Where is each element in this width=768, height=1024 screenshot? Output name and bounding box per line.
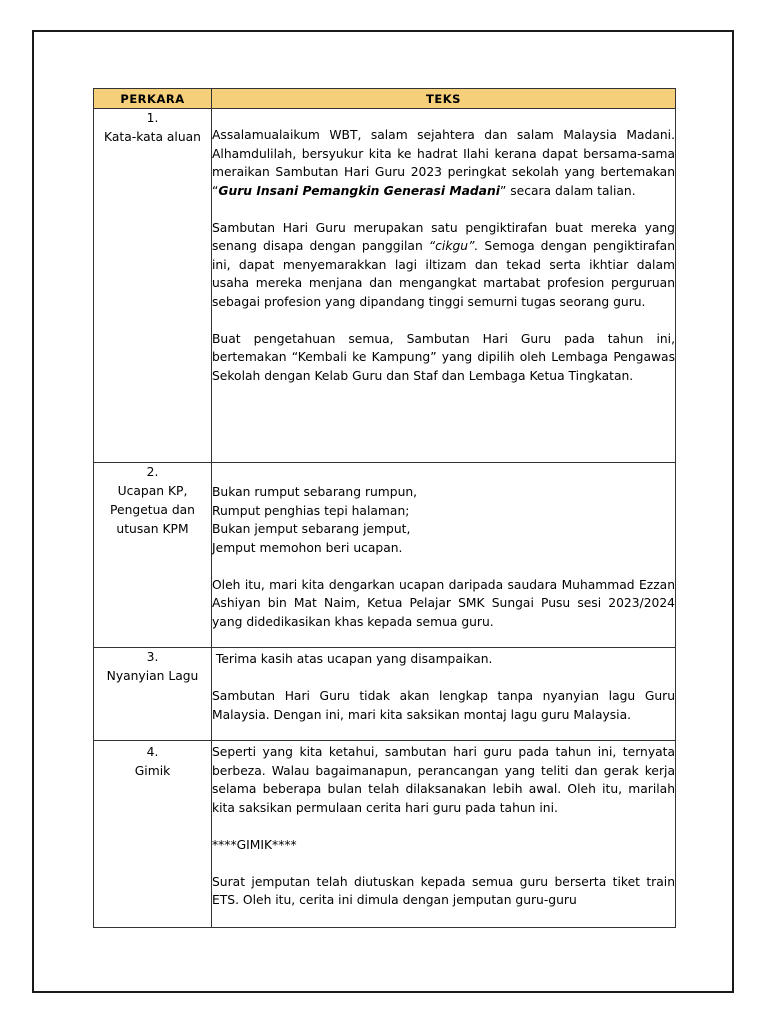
table-header-row (94, 89, 676, 109)
pantun-line: Jemput memohon beri ucapan. (212, 540, 403, 555)
header-perkara: PERKARA (94, 89, 212, 109)
row-text (212, 463, 676, 648)
row-title: Nyanyian Lagu (106, 669, 199, 683)
row-number: 4. (146, 745, 159, 759)
header-teks: TEKS (212, 89, 676, 109)
text-span: Sambutan Hari Guru merupakan satu pengiktirafan buat mereka yang senang disapa dengan panggilan (212, 220, 675, 253)
paragraph: Sambutan Hari Guru tidak akan lengkap tanpa nyanyian lagu Guru Malaysia. Dengan ini, mari kita saksikan montaj lagu guru Malaysia. (212, 689, 675, 722)
cikgu-text: “cikgu”. (428, 239, 479, 253)
script-table (93, 88, 683, 928)
table-row (94, 109, 676, 463)
text-span: ” secara dalam talian. (499, 183, 636, 198)
paragraph (212, 126, 675, 200)
theme-text: Guru Insani Pemangkin Generasi Madani (218, 183, 500, 198)
gimik-marker: ****GIMIK**** (212, 837, 297, 852)
row-label (94, 741, 212, 928)
row-title-line: utusan KPM (116, 522, 189, 536)
paragraph: Surat jemputan telah diutuskan kepada semua guru berserta tiket train ETS. Oleh itu, cerita ini dimula dengan jemputan guru-guru (212, 874, 683, 907)
row-number: 2. (146, 465, 159, 479)
text-span: Semoga dengan pengiktirafan ini, dapat menyemarakkan lagi iltizam dan tekad serta ikhtiar dalam usaha mereka menjana dan mengangkat martabat profesion perguruan sebagai profesion yang dipandang tinggi semurni tugas seorang guru. (212, 239, 675, 309)
pantun-line: Rumput penghias tepi halaman; (212, 503, 410, 518)
table-row (94, 648, 676, 741)
text-span: Assalamualaikum WBT, salam sejahtera dan salam Malaysia Madani. Alhamdulilah, bersyukur kita ke hadrat Ilahi kerana dapat bersama-sama meraikan Sambutan Hari Guru 2023 peringkat sekolah yang bertemakan “ (212, 128, 675, 198)
table-row (94, 741, 676, 928)
row-text (212, 741, 683, 928)
row-text (212, 109, 676, 463)
row-number: 3. (146, 650, 159, 664)
table-row (94, 463, 676, 648)
row-title: Gimik (134, 764, 171, 778)
row-title-line: Pengetua dan (110, 503, 195, 517)
paragraph (212, 219, 675, 312)
pantun-line: Bukan rumput sebarang rumpun, (212, 485, 418, 499)
row-title: Kata-kata aluan (104, 130, 201, 144)
row-number: 1. (146, 111, 159, 125)
paragraph: Terima kasih atas ucapan yang disampaikan. (212, 652, 493, 666)
row-label (94, 648, 212, 741)
row-label (94, 109, 212, 463)
pantun-line: Bukan jemput sebarang jemput, (212, 522, 411, 536)
paragraph: Oleh itu, mari kita dengarkan ucapan daripada saudara Muhammad Ezzan Ashiyan bin Mat Naim, Ketua Pelajar SMK Sungai Pusu sesi 2023/2024 yang didedikasikan khas kepada semua guru. (212, 577, 675, 629)
row-title-line: Ucapan KP, (117, 484, 188, 498)
paragraph: Seperti yang kita ketahui, sambutan hari guru pada tahun ini, ternyata berbeza. Walau bagaimanapun, perancangan yang teliti dan gerak kerja selama beberapa bulan telah dilaksanakan lebih awal. Oleh itu, marilah kita saksikan permulaan cerita hari guru pada tahun ini. (212, 745, 675, 815)
paragraph: Buat pengetahuan semua, Sambutan Hari Guru pada tahun ini, bertemakan “Kembali ke Kampung” yang dipilih oleh Lembaga Pengawas Sekolah dengan Kelab Guru dan Staf dan Lembaga Ketua Tingkatan. (212, 331, 675, 383)
row-text (212, 648, 676, 741)
row-label (94, 463, 212, 648)
